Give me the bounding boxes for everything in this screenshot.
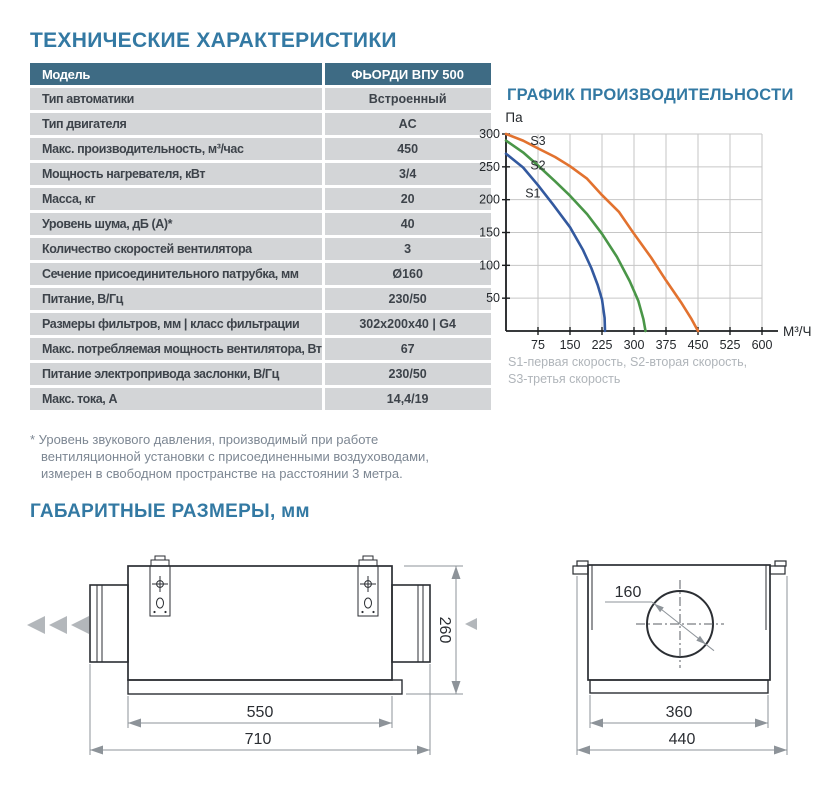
svg-text:375: 375 bbox=[655, 338, 677, 352]
tech-specs-title: ТЕХНИЧЕСКИЕ ХАРАКТЕРИСТИКИ bbox=[30, 29, 397, 52]
svg-text:100: 100 bbox=[479, 258, 500, 273]
svg-text:150: 150 bbox=[479, 225, 500, 240]
chart-caption-line1: S1-первая скорость, S2-вторая скорость, bbox=[508, 355, 748, 369]
airflow-arrow-icon bbox=[71, 616, 89, 634]
svg-text:50: 50 bbox=[486, 291, 500, 306]
chart-caption bbox=[508, 354, 747, 388]
total-length-dimension-label: 710 bbox=[244, 731, 272, 748]
table-row bbox=[30, 213, 491, 235]
spec-label: Уровень шума, дБ (А)* bbox=[30, 213, 322, 235]
spec-label: Размеры фильтров, мм | класс фильтрации bbox=[30, 313, 322, 335]
end-view-dimensions bbox=[577, 576, 787, 755]
svg-text:200: 200 bbox=[479, 192, 500, 207]
body-width-dimension-label: 360 bbox=[665, 704, 693, 721]
table-row bbox=[30, 138, 491, 160]
table-row bbox=[30, 263, 491, 285]
spec-table-body bbox=[30, 88, 491, 410]
spec-label: Макс. производительность, м³/час bbox=[30, 138, 322, 160]
performance-chart bbox=[478, 106, 818, 356]
spec-value: 3/4 bbox=[325, 163, 491, 185]
y-axis-unit: Па bbox=[505, 110, 523, 125]
diameter-leader bbox=[605, 602, 714, 651]
table-row bbox=[30, 113, 491, 135]
svg-text:525: 525 bbox=[719, 338, 741, 352]
left-duct bbox=[90, 585, 128, 662]
svg-text:75: 75 bbox=[531, 338, 545, 352]
svg-text:450: 450 bbox=[687, 338, 709, 352]
table-row bbox=[30, 338, 491, 360]
total-width-dimension-label: 440 bbox=[668, 731, 696, 748]
table-row bbox=[30, 188, 491, 210]
table-row bbox=[30, 288, 491, 310]
table-row bbox=[30, 163, 491, 185]
spec-label: Макс. потребляемая мощность вентилятора, Вт bbox=[30, 338, 322, 360]
spec-label: Макс. тока, А bbox=[30, 388, 322, 410]
mounting-bracket bbox=[358, 556, 378, 616]
end-view-drawing bbox=[573, 561, 787, 755]
spec-value: 67 bbox=[325, 338, 491, 360]
series-label-S3: S3 bbox=[530, 134, 546, 149]
side-view-drawing bbox=[27, 556, 477, 755]
right-duct bbox=[392, 585, 430, 662]
dimensions-title: ГАБАРИТНЫЕ РАЗМЕРЫ, мм bbox=[30, 501, 310, 522]
series-label-S1: S1 bbox=[525, 186, 541, 201]
airflow-arrow-icon bbox=[465, 618, 477, 630]
spec-value: 3 bbox=[325, 238, 491, 260]
spec-label: Тип двигателя bbox=[30, 113, 322, 135]
spec-label: Масса, кг bbox=[30, 188, 322, 210]
svg-text:600: 600 bbox=[751, 338, 773, 352]
spec-value: 230/50 bbox=[325, 288, 491, 310]
spec-value: 20 bbox=[325, 188, 491, 210]
table-row bbox=[30, 363, 491, 385]
tick-labels bbox=[479, 127, 772, 352]
airflow-arrow-icon bbox=[49, 616, 67, 634]
spec-label: Тип автоматики bbox=[30, 88, 322, 110]
spec-value: Ø160 bbox=[325, 263, 491, 285]
spec-value: AC bbox=[325, 113, 491, 135]
spec-value: 40 bbox=[325, 213, 491, 235]
series-label-S2: S2 bbox=[530, 158, 546, 173]
chart-caption-line2: S3-третья скорость bbox=[508, 371, 621, 386]
height-dimension-label: 260 bbox=[436, 616, 453, 644]
spec-label: Мощность нагревателя, кВт bbox=[30, 163, 322, 185]
bottom-plate bbox=[128, 680, 402, 694]
svg-text:250: 250 bbox=[479, 159, 500, 174]
airflow-arrow-icon bbox=[27, 616, 45, 634]
dimension-drawings bbox=[20, 540, 810, 812]
table-row bbox=[30, 88, 491, 110]
side-view-dimensions bbox=[90, 566, 463, 755]
model-header-value: ФЬОРДИ ВПУ 500 bbox=[325, 63, 491, 85]
body-length-dimension-label: 550 bbox=[246, 704, 274, 721]
spec-value: Встроенный bbox=[325, 88, 491, 110]
spec-label: Сечение присоединительного патрубка, мм bbox=[30, 263, 322, 285]
mounting-brackets bbox=[150, 556, 378, 616]
table-row bbox=[30, 313, 491, 335]
spec-label: Питание, В/Гц bbox=[30, 288, 322, 310]
spec-label: Количество скоростей вентилятора bbox=[30, 238, 322, 260]
duct-diameter-label: 160 bbox=[614, 584, 642, 601]
right-tab bbox=[770, 566, 785, 574]
svg-text:300: 300 bbox=[479, 127, 500, 141]
airflow-arrows-icon bbox=[27, 616, 89, 634]
spec-table-head bbox=[30, 63, 491, 85]
performance-chart-title: ГРАФИК ПРОИЗВОДИТЕЛЬНОСТИ bbox=[507, 86, 794, 104]
table-row bbox=[30, 238, 491, 260]
svg-text:300: 300 bbox=[623, 338, 645, 352]
spec-value: 302x200x40 | G4 bbox=[325, 313, 491, 335]
mounting-bracket bbox=[150, 556, 170, 616]
noise-footnote: * Уровень звукового давления, производимый при работе вентиляционной установки с присоединенными воздуховодами, измерен в свободном пространстве на расстоянии 3 метра. bbox=[30, 432, 429, 482]
x-axis-unit: М³/Ч bbox=[783, 324, 812, 339]
spec-table bbox=[27, 60, 494, 413]
table-row bbox=[30, 388, 491, 410]
spec-value: 14,4/19 bbox=[325, 388, 491, 410]
spec-value: 450 bbox=[325, 138, 491, 160]
unit-body bbox=[128, 566, 392, 680]
svg-text:225: 225 bbox=[591, 338, 613, 352]
end-view-body bbox=[588, 565, 770, 680]
end-view-bottom-plate bbox=[590, 680, 768, 693]
spec-label: Питание электропривода заслонки, В/Гц bbox=[30, 363, 322, 385]
svg-text:150: 150 bbox=[559, 338, 581, 352]
model-header-label: Модель bbox=[30, 63, 322, 85]
table-header-row bbox=[30, 63, 491, 85]
spec-value: 230/50 bbox=[325, 363, 491, 385]
left-tab bbox=[573, 566, 588, 574]
